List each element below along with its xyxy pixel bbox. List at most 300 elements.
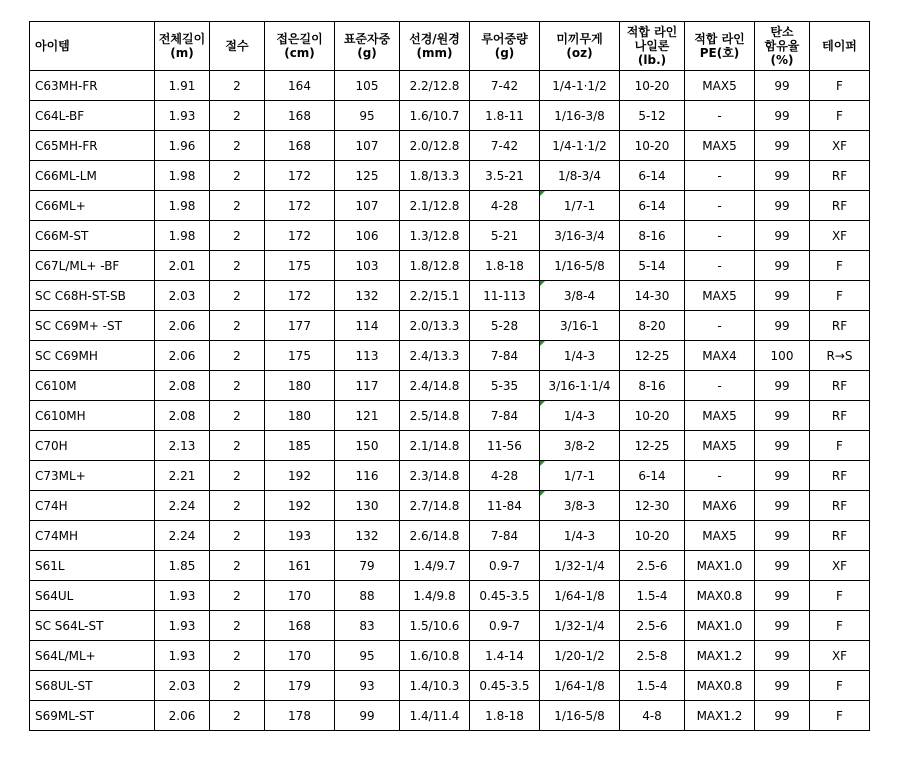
cell-carbon-content: [755, 641, 810, 671]
cell-text: 2: [233, 138, 241, 153]
cell-lure-weight: [470, 221, 540, 251]
cell-closed-length: [265, 371, 335, 401]
cell-line-pe: [685, 641, 755, 671]
cell-weight: [335, 401, 400, 431]
cell-text: 99: [774, 468, 790, 483]
cell-text: 7-42: [490, 78, 519, 93]
cell-text: 5-35: [490, 378, 519, 393]
cell-text: 2.0/12.8: [409, 138, 460, 153]
cell-lure-weight: [470, 521, 540, 551]
cell-tip-butt-diameter: [400, 371, 470, 401]
cell-line-pe: [685, 161, 755, 191]
cell-line-pe: [685, 671, 755, 701]
cell-text: 5-14: [638, 258, 666, 273]
cell-text: RF: [831, 378, 848, 393]
cell-closed-length: [265, 161, 335, 191]
cell-item: [30, 341, 155, 371]
cell-closed-length: [265, 701, 335, 731]
cell-item: [30, 521, 155, 551]
cell-total-length: [155, 401, 210, 431]
comment-marker-icon: [540, 191, 545, 196]
cell-text: 1.6/10.8: [409, 648, 460, 663]
cell-total-length: [155, 341, 210, 371]
cell-taper: [810, 161, 870, 191]
cell-text: 114: [355, 318, 379, 333]
cell-sections: [210, 461, 265, 491]
cell-taper: [810, 701, 870, 731]
cell-total-length: [155, 191, 210, 221]
cell-text: 10-20: [634, 138, 670, 153]
table-row: [30, 131, 870, 161]
cell-lure-weight: [470, 161, 540, 191]
cell-carbon-content: [755, 461, 810, 491]
cell-text: -: [717, 378, 722, 393]
cell-text: S68UL-ST: [35, 678, 93, 693]
cell-text: 121: [355, 408, 379, 423]
cell-line-pe: [685, 491, 755, 521]
cell-text: 0.45-3.5: [479, 588, 530, 603]
cell-item: [30, 281, 155, 311]
cell-carbon-content: [755, 431, 810, 461]
cell-text: 2: [233, 378, 241, 393]
cell-total-length: [155, 581, 210, 611]
cell-closed-length: [265, 131, 335, 161]
cell-tip-butt-diameter: [400, 131, 470, 161]
cell-text: 95: [359, 108, 375, 123]
cell-weight: [335, 71, 400, 101]
cell-lure-weight: [470, 341, 540, 371]
cell-text: 8-16: [638, 228, 666, 243]
cell-tip-butt-diameter: [400, 401, 470, 431]
cell-item: [30, 581, 155, 611]
cell-text: 11-56: [487, 438, 522, 453]
table-row: [30, 281, 870, 311]
cell-weight: [335, 251, 400, 281]
cell-text: 172: [288, 198, 311, 213]
header-item: 아이템: [30, 22, 155, 71]
cell-tip-butt-diameter: [400, 191, 470, 221]
cell-closed-length: [265, 281, 335, 311]
cell-text: 1.4-14: [485, 648, 524, 663]
cell-text: 2.1/14.8: [409, 438, 460, 453]
cell-text: 1/4-1·1/2: [552, 78, 607, 93]
header-total-length: 전체길이 (m): [155, 22, 210, 71]
cell-text: 2: [233, 288, 241, 303]
cell-carbon-content: [755, 521, 810, 551]
cell-weight: [335, 341, 400, 371]
cell-closed-length: [265, 341, 335, 371]
cell-text: 2: [233, 438, 241, 453]
cell-taper: [810, 251, 870, 281]
cell-bait-weight: [540, 671, 620, 701]
cell-text: F: [836, 708, 843, 723]
cell-tip-butt-diameter: [400, 101, 470, 131]
cell-weight: [335, 461, 400, 491]
cell-text: 179: [288, 678, 311, 693]
cell-text: 170: [288, 648, 311, 663]
cell-sections: [210, 371, 265, 401]
cell-total-length: [155, 551, 210, 581]
cell-line-nylon: [620, 611, 685, 641]
cell-line-pe: [685, 191, 755, 221]
cell-text: 99: [774, 648, 790, 663]
cell-text: XF: [831, 558, 848, 573]
cell-text: RF: [831, 198, 848, 213]
cell-text: 107: [355, 138, 379, 153]
cell-bait-weight: [540, 341, 620, 371]
cell-lure-weight: [470, 671, 540, 701]
cell-item: [30, 611, 155, 641]
cell-text: 1.4/9.7: [413, 558, 456, 573]
cell-line-pe: [685, 581, 755, 611]
cell-closed-length: [265, 71, 335, 101]
header-closed-length: 접은길이 (cm): [265, 22, 335, 71]
cell-carbon-content: [755, 401, 810, 431]
cell-bait-weight: [540, 581, 620, 611]
cell-tip-butt-diameter: [400, 221, 470, 251]
cell-text: 11-84: [487, 498, 522, 513]
cell-text: 2: [233, 108, 241, 123]
cell-text: MAX5: [702, 528, 737, 543]
cell-text: C64L-BF: [35, 108, 85, 123]
cell-line-nylon: [620, 191, 685, 221]
cell-sections: [210, 611, 265, 641]
cell-tip-butt-diameter: [400, 71, 470, 101]
cell-carbon-content: [755, 611, 810, 641]
cell-text: 2.4/14.8: [409, 378, 460, 393]
cell-text: RF: [831, 528, 848, 543]
cell-sections: [210, 281, 265, 311]
cell-total-length: [155, 161, 210, 191]
cell-lure-weight: [470, 251, 540, 281]
cell-text: RF: [831, 468, 848, 483]
cell-text: 2.5-6: [636, 618, 668, 633]
header-carbon-content: 탄소 함유율 (%): [755, 22, 810, 71]
cell-text: C610MH: [35, 408, 86, 423]
header-tip-butt-diameter: 선경/원경 (mm): [400, 22, 470, 71]
cell-total-length: [155, 131, 210, 161]
cell-text: 113: [355, 348, 379, 363]
cell-text: 1.85: [168, 558, 196, 573]
cell-text: MAX5: [702, 438, 737, 453]
cell-text: 99: [774, 588, 790, 603]
cell-total-length: [155, 491, 210, 521]
cell-sections: [210, 581, 265, 611]
cell-closed-length: [265, 521, 335, 551]
cell-text: 1.3/12.8: [409, 228, 460, 243]
cell-text: 105: [355, 78, 379, 93]
cell-line-pe: [685, 521, 755, 551]
cell-carbon-content: [755, 551, 810, 581]
cell-item: [30, 401, 155, 431]
cell-text: 3.5-21: [485, 168, 524, 183]
cell-text: 161: [288, 558, 311, 573]
cell-line-nylon: [620, 131, 685, 161]
cell-total-length: [155, 431, 210, 461]
cell-weight: [335, 611, 400, 641]
cell-item: [30, 641, 155, 671]
cell-text: 100: [770, 348, 794, 363]
cell-text: XF: [831, 228, 848, 243]
cell-text: MAX0.8: [696, 588, 743, 603]
cell-text: 2: [233, 678, 241, 693]
cell-text: 2.7/14.8: [409, 498, 460, 513]
header-line-nylon: 적합 라인 나일론 (lb.): [620, 22, 685, 71]
comment-marker-icon: [540, 341, 545, 346]
cell-bait-weight: [540, 611, 620, 641]
cell-text: 1.93: [168, 618, 196, 633]
cell-text: MAX1.2: [696, 648, 743, 663]
cell-lure-weight: [470, 371, 540, 401]
cell-total-length: [155, 221, 210, 251]
cell-text: 1.91: [168, 78, 196, 93]
cell-text: C66ML+: [35, 198, 86, 213]
table-row: [30, 401, 870, 431]
cell-text: 1.93: [168, 588, 196, 603]
header-weight: 표준자중 (g): [335, 22, 400, 71]
cell-taper: [810, 581, 870, 611]
cell-text: 1/7-1: [563, 198, 596, 213]
cell-closed-length: [265, 551, 335, 581]
cell-text: 1/32-1/4: [554, 558, 605, 573]
rod-spec-table: [29, 21, 870, 731]
cell-text: 99: [774, 708, 790, 723]
cell-text: 1.8-18: [485, 708, 524, 723]
cell-line-nylon: [620, 671, 685, 701]
cell-text: 99: [774, 378, 790, 393]
cell-text: 168: [288, 618, 311, 633]
cell-tip-butt-diameter: [400, 431, 470, 461]
cell-line-pe: [685, 131, 755, 161]
table-header-row: [30, 22, 870, 71]
cell-bait-weight: [540, 491, 620, 521]
comment-marker-icon: [540, 281, 545, 286]
cell-text: 2.0/13.3: [409, 318, 460, 333]
cell-text: 2.03: [168, 678, 196, 693]
cell-text: -: [717, 168, 722, 183]
cell-line-nylon: [620, 101, 685, 131]
cell-text: 2.21: [168, 468, 196, 483]
cell-sections: [210, 311, 265, 341]
cell-tip-butt-diameter: [400, 311, 470, 341]
cell-text: 1.96: [168, 138, 196, 153]
cell-total-length: [155, 611, 210, 641]
cell-text: SC C68H-ST-SB: [35, 288, 126, 303]
cell-weight: [335, 551, 400, 581]
cell-taper: [810, 341, 870, 371]
cell-lure-weight: [470, 641, 540, 671]
cell-text: MAX6: [702, 498, 737, 513]
cell-item: [30, 461, 155, 491]
cell-text: 2.1/12.8: [409, 198, 460, 213]
cell-item: [30, 311, 155, 341]
cell-tip-butt-diameter: [400, 611, 470, 641]
cell-taper: [810, 131, 870, 161]
cell-text: 7-84: [490, 528, 519, 543]
table-row: [30, 371, 870, 401]
cell-text: 2: [233, 198, 241, 213]
cell-bait-weight: [540, 251, 620, 281]
cell-text: 1.98: [168, 198, 196, 213]
cell-text: 1/8-3/4: [558, 168, 601, 183]
cell-text: 2.6/14.8: [409, 528, 460, 543]
cell-taper: [810, 281, 870, 311]
cell-text: C73ML+: [35, 468, 86, 483]
cell-text: C74MH: [35, 528, 79, 543]
cell-lure-weight: [470, 311, 540, 341]
cell-text: SC S64L-ST: [35, 618, 104, 633]
cell-text: 2: [233, 708, 241, 723]
cell-text: 2: [233, 348, 241, 363]
cell-text: 83: [359, 618, 375, 633]
cell-lure-weight: [470, 131, 540, 161]
cell-text: C610M: [35, 378, 77, 393]
cell-lure-weight: [470, 461, 540, 491]
cell-lure-weight: [470, 701, 540, 731]
cell-text: MAX0.8: [696, 678, 743, 693]
cell-text: 12-25: [634, 438, 670, 453]
cell-text: S61L: [35, 558, 65, 573]
table-row: [30, 611, 870, 641]
cell-text: 132: [355, 288, 379, 303]
cell-closed-length: [265, 611, 335, 641]
cell-text: XF: [831, 648, 848, 663]
cell-line-nylon: [620, 71, 685, 101]
cell-line-pe: [685, 71, 755, 101]
cell-taper: [810, 221, 870, 251]
cell-line-nylon: [620, 521, 685, 551]
cell-text: 0.45-3.5: [479, 678, 530, 693]
cell-text: C63MH-FR: [35, 78, 98, 93]
cell-text: F: [836, 288, 843, 303]
cell-item: [30, 551, 155, 581]
cell-text: 2.24: [168, 528, 196, 543]
cell-text: S64L/ML+: [35, 648, 96, 663]
cell-text: 2.06: [168, 708, 196, 723]
cell-text: 2: [233, 558, 241, 573]
cell-carbon-content: [755, 101, 810, 131]
cell-text: 12-30: [634, 498, 670, 513]
table-row: [30, 191, 870, 221]
cell-text: RF: [831, 408, 848, 423]
cell-text: 99: [774, 198, 790, 213]
cell-text: 3/16-1: [560, 318, 599, 333]
cell-text: RF: [831, 318, 848, 333]
cell-line-nylon: [620, 161, 685, 191]
cell-bait-weight: [540, 101, 620, 131]
cell-sections: [210, 251, 265, 281]
cell-bait-weight: [540, 311, 620, 341]
cell-text: 1.8/13.3: [409, 168, 460, 183]
cell-text: 1/7-1: [563, 468, 596, 483]
cell-text: 1.4/9.8: [413, 588, 456, 603]
cell-tip-butt-diameter: [400, 341, 470, 371]
cell-bait-weight: [540, 551, 620, 581]
cell-text: 2: [233, 468, 241, 483]
table-row: [30, 251, 870, 281]
cell-text: C74H: [35, 498, 68, 513]
cell-text: -: [717, 468, 722, 483]
cell-text: 95: [359, 648, 375, 663]
cell-text: 178: [288, 708, 311, 723]
cell-text: 1.93: [168, 648, 196, 663]
cell-text: 175: [288, 348, 311, 363]
cell-text: 3/8-3: [563, 498, 596, 513]
cell-text: 1/4-3: [563, 408, 596, 423]
cell-text: 79: [359, 558, 375, 573]
cell-sections: [210, 71, 265, 101]
cell-text: -: [717, 198, 722, 213]
cell-text: 1.93: [168, 108, 196, 123]
table-body: [30, 71, 870, 731]
cell-text: 2.3/14.8: [409, 468, 460, 483]
cell-line-pe: [685, 281, 755, 311]
table-row: [30, 311, 870, 341]
comment-marker-icon: [540, 461, 545, 466]
cell-text: 1/16-5/8: [554, 258, 605, 273]
cell-lure-weight: [470, 551, 540, 581]
cell-closed-length: [265, 101, 335, 131]
cell-bait-weight: [540, 191, 620, 221]
cell-sections: [210, 551, 265, 581]
cell-lure-weight: [470, 101, 540, 131]
cell-text: 3/16-1·1/4: [548, 378, 611, 393]
cell-text: 170: [288, 588, 311, 603]
cell-line-pe: [685, 221, 755, 251]
cell-bait-weight: [540, 131, 620, 161]
cell-text: 99: [774, 288, 790, 303]
cell-taper: [810, 491, 870, 521]
header-lure-weight: 루어중량 (g): [470, 22, 540, 71]
cell-closed-length: [265, 191, 335, 221]
cell-item: [30, 491, 155, 521]
cell-text: F: [836, 588, 843, 603]
cell-total-length: [155, 701, 210, 731]
cell-tip-butt-diameter: [400, 281, 470, 311]
cell-text: C66ML-LM: [35, 168, 97, 183]
cell-text: 2: [233, 78, 241, 93]
table-row: [30, 221, 870, 251]
cell-carbon-content: [755, 161, 810, 191]
cell-text: -: [717, 108, 722, 123]
cell-text: SC C69M+ -ST: [35, 318, 122, 333]
cell-text: 164: [288, 78, 311, 93]
table-row: [30, 71, 870, 101]
cell-tip-butt-diameter: [400, 491, 470, 521]
table-row: [30, 671, 870, 701]
cell-text: 7-84: [490, 408, 519, 423]
cell-carbon-content: [755, 581, 810, 611]
cell-sections: [210, 131, 265, 161]
cell-text: 1.8/12.8: [409, 258, 460, 273]
cell-sections: [210, 401, 265, 431]
cell-text: C67L/ML+ -BF: [35, 258, 120, 273]
cell-tip-butt-diameter: [400, 641, 470, 671]
cell-weight: [335, 671, 400, 701]
cell-text: 168: [288, 108, 311, 123]
cell-text: 0.9-7: [488, 618, 521, 633]
table-row: [30, 161, 870, 191]
cell-text: 2.03: [168, 288, 196, 303]
cell-text: 99: [774, 78, 790, 93]
cell-weight: [335, 101, 400, 131]
table-row: [30, 491, 870, 521]
cell-text: 3/16-3/4: [554, 228, 605, 243]
comment-marker-icon: [540, 491, 545, 496]
cell-closed-length: [265, 401, 335, 431]
cell-lure-weight: [470, 611, 540, 641]
cell-bait-weight: [540, 431, 620, 461]
